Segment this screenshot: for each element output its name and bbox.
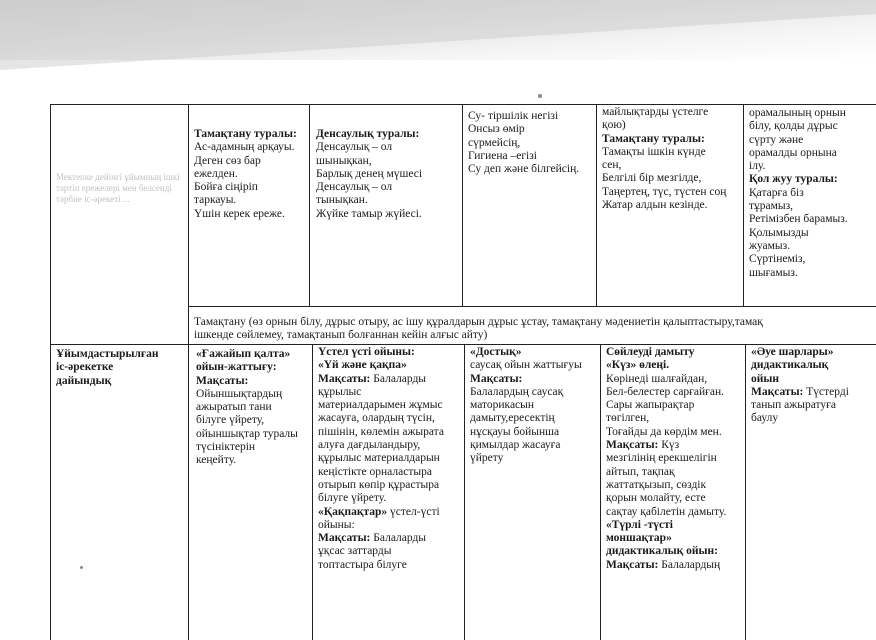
label-col-border (188, 104, 189, 640)
text-line: Белгілі бір мезгілде, (602, 172, 702, 185)
text-line: құрылыс (318, 385, 362, 398)
text-line: танып ажыратуға (751, 399, 836, 412)
row3-col4-cell (602, 344, 745, 640)
text-line: ежелден. (194, 167, 238, 180)
text-line: майлықтарды үстелге (602, 106, 709, 118)
text-line: мезгілінің ерекшелігін (606, 452, 717, 465)
text-line: түсініктерін (196, 441, 256, 454)
text-line: «Әуе шарлары» (751, 346, 834, 358)
text-line: «Күз» өлеңі. (606, 359, 670, 372)
text-line: кеңейту. (196, 454, 237, 467)
text-line: шынықкан, (316, 154, 372, 167)
document-table (50, 104, 876, 640)
text-line: қою) (602, 119, 626, 132)
text-line: Таңертең, түс, түстен соң (602, 185, 727, 198)
text-line: Қатарға біз (749, 186, 804, 199)
text-line: ішкенде сөйлемеу, тамақтанып болғаннан кейін алғыс айту) (194, 329, 488, 342)
text-line: Мақсаты: (196, 374, 249, 387)
text-line: жаттатқызып, сөздік (606, 478, 707, 491)
text-line: Көрінеді шалғайдан, (606, 372, 708, 385)
text-line: Балалардың саусақ (470, 385, 564, 398)
text-line: орамалды орнына (749, 146, 837, 159)
text-line: Сөйлеуді дамыту (606, 346, 695, 358)
text-line: «Үй және қақпа» (318, 359, 407, 372)
col1-border (309, 104, 310, 306)
text-line: Мақсаты: Түстерді (751, 385, 849, 398)
text-line: Жатар алдын кезінде. (602, 199, 708, 212)
col1-border-lower (312, 344, 313, 640)
row1-col1-cell (190, 126, 309, 304)
text-line: Қол жуу туралы: (749, 173, 838, 186)
text-line: Су деп және білгейсің. (468, 163, 580, 176)
col2-border-lower (464, 344, 465, 640)
text-line: Мақсаты: Балаларды (318, 372, 427, 385)
bold-lead: Мақсаты: (318, 532, 371, 545)
text-line: «Достық» (470, 346, 522, 358)
text-line: саусақ ойын жаттығуы (470, 359, 582, 372)
text-line: дидактикалық ойын: (606, 545, 718, 558)
text-line: дайындық (56, 374, 112, 387)
text-line: ойын-жаттығу: (196, 361, 277, 374)
text-line: Деген сөз бар (194, 154, 261, 167)
text-line: маторикасын (470, 399, 535, 412)
text-line: айтып, тақпақ (606, 465, 675, 478)
text-line: тұрамыз, (749, 200, 794, 213)
text-line: тынықкан. (316, 194, 368, 207)
scan-speck (80, 566, 83, 569)
row3-col2-cell (314, 344, 464, 640)
text-line: Тамақтану туралы: (194, 128, 297, 140)
text-line: білуге үйрету, (196, 414, 265, 427)
text-line: жуамыз. (749, 239, 791, 252)
text-line: Онсыз өмір (468, 123, 525, 136)
bold-lead: Мақсаты: (318, 372, 371, 385)
text-line: Тоғайды да көрдім мен. (606, 425, 722, 438)
text-line: орамалының орнын (749, 107, 846, 119)
text-line: ойыншықтар туралы (196, 427, 298, 440)
col4-border-lower (745, 344, 746, 640)
text-line: Ретімізбен барамыз. (749, 213, 848, 226)
text-line: ұқсас заттарды (318, 545, 392, 558)
text-line: сен, (602, 159, 622, 172)
text-line: білуге үйрету. (318, 492, 387, 505)
text-line: кеңістікте орналастыра (318, 465, 432, 478)
text-line: Жүйке тамыр жүйесі. (316, 207, 422, 220)
text-line: білу, қолды дұрыс (749, 120, 838, 133)
row3-col5-cell (747, 344, 876, 464)
row3-col1-cell (192, 346, 312, 640)
text-line: үйрету (470, 452, 504, 465)
text-line: дамыту,ересектің (470, 412, 555, 425)
text-line: отырып көпір құрастыра (318, 478, 440, 491)
text-line: Қолымызды (749, 226, 809, 239)
text-line: Үшін керек ереже. (194, 207, 285, 220)
text-line: сүрмейсің, (468, 136, 521, 149)
text-line: Тамақты ішкін күнде (602, 145, 706, 158)
text-line: таркауы. (194, 194, 237, 207)
col2-border (462, 104, 463, 306)
text-line: материалдарымен жұмыс (318, 399, 443, 412)
text-line: пішінін, көлемін ажырата (318, 425, 444, 438)
text-line: дидактикалық (751, 359, 829, 372)
bold-lead: Мақсаты: (606, 439, 659, 452)
text-line: «Қақпақтар» үстел-үсті (318, 505, 440, 518)
text-line: моншақтар» (606, 532, 672, 545)
text-line: Тамақтану туралы: (602, 132, 705, 145)
text-line: жасауға, олардың түсін, (318, 412, 435, 425)
text-line: баулу (751, 412, 779, 425)
text-line: шығамыз. (749, 266, 798, 279)
text-line: Барлық денең мүшесі (316, 167, 423, 180)
text-line: ойыны: (318, 518, 355, 531)
row1-bottom-border (188, 306, 876, 307)
text-line: Денсаулық – ол (316, 181, 393, 194)
text-line: іс-әрекетке (56, 361, 114, 374)
text-line: ажыратып тани (196, 401, 272, 414)
text-line: Ойыншықтардың (196, 387, 283, 400)
col3-border-lower (600, 344, 601, 640)
text-line: Сары жапырақтар (606, 399, 695, 412)
text-line: «Ғажайып қалта» (196, 348, 291, 360)
text-line: қимылдар жасауға (470, 439, 561, 452)
text-line: Денсаулық – ол (316, 141, 393, 154)
text-line: Үстел үсті ойыны: (318, 346, 415, 358)
row1-col2-cell (312, 126, 462, 304)
row1-col5-cell (745, 105, 876, 305)
row1-label-faded: Мектепке дейінгі ұйымның ішкі тәртіп ережелері мен белсенді тәрбие іс-әрекеті ... (56, 172, 180, 204)
bold-lead: «Қақпақтар» (318, 505, 388, 518)
text-line: Ас-адамның арқауы. (194, 141, 295, 154)
bold-lead: Мақсаты: (606, 558, 659, 571)
row3-label-cell (52, 346, 188, 406)
text-line: Мақсаты: Балаларды (318, 532, 427, 545)
text-line: Ұйымдастырылған (56, 348, 159, 360)
col4-border (743, 104, 744, 306)
text-line: Бел-белестер сарғайған. (606, 385, 724, 398)
text-line: төгілген, (606, 412, 650, 425)
bold-lead: Мақсаты: (751, 385, 804, 398)
text-line: топтастыра білуге (318, 558, 407, 571)
text-line: нұсқауы бойынша (470, 425, 560, 438)
table-left-border (50, 104, 51, 640)
text-line: Бойға сіңіріп (194, 181, 258, 194)
text-line: Мақсаты: Күз (606, 439, 680, 452)
text-line: ілу. (749, 160, 766, 173)
text-line: ойын (751, 372, 779, 385)
col3-border (596, 104, 597, 306)
text-line: құрылыс материалдарын (318, 452, 440, 465)
text-line: Мақсаты: Балалардың (606, 558, 721, 571)
text-line: қорын молайту, есте (606, 492, 706, 505)
text-line: Денсаулық туралы: (316, 128, 420, 140)
row1-col4-cell (598, 104, 743, 304)
row3-col3-cell (466, 344, 600, 638)
text-line: «Түрлі -түсті (606, 518, 673, 531)
text-line: алуға дағдыландыру, (318, 439, 421, 452)
text-line: Тамақтану (өз орнын білу, дұрыс отыру, ас ішу құралдарын дұрыс ұстау, тамақтану мәдениетін қалыптастыру,тамақ (194, 316, 763, 328)
text-line: Мақсаты: (470, 372, 523, 385)
text-line: Су- тіршілік негізі (468, 110, 559, 122)
row1-col3-cell (464, 108, 596, 286)
text-line: сүрту және (749, 133, 804, 146)
scan-speck (538, 94, 542, 98)
text-line: сақтау қабілетін дамыту. (606, 505, 727, 518)
row2-summary-cell (190, 314, 876, 344)
text-line: Сүртінеміз, (749, 253, 806, 266)
text-line: Гигиена –егізі (468, 149, 537, 162)
